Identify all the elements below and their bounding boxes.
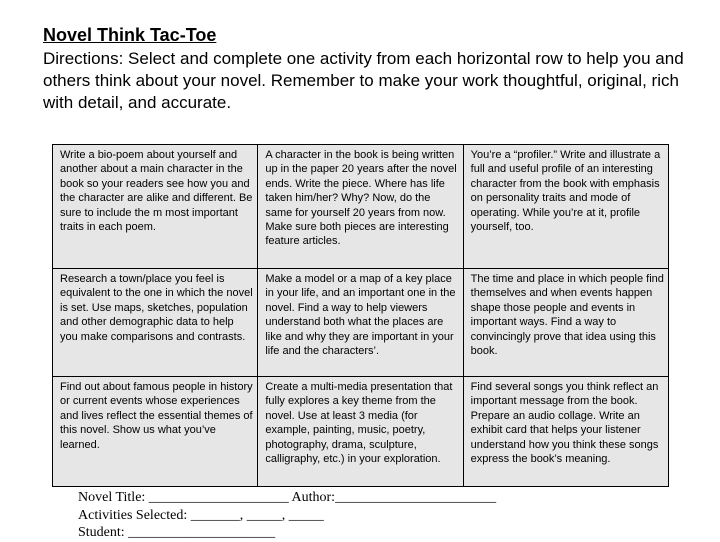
activity-cell: Write a bio-poem about yourself and another about a main character in the book so your readers see how you and the character are alike and different. Be sure to include the m most important traits in each poem. — [53, 145, 258, 269]
activity-cell: A character in the book is being written up in the paper 20 years after the novel ends. Write the piece. Where has life taken him/her? Why? Now, do the same for yourself 20 years from now. Make sure both pieces are interesting feature articles. — [258, 145, 463, 269]
activity-cell: You’re a “profiler.” Write and illustrate a full and useful profile of an interesting character from the book with emphasis on personality traits and mode of operating. While you’re at it, profile yourself, too. — [463, 145, 668, 269]
grid-row — [53, 269, 669, 377]
activity-cell: Create a multi-media presentation that fully explores a key theme from the novel. Use at least 3 media (for example, painting, music, poetry, photography, drama, sculpture, calligraphy, etc.) in your exploration. — [258, 377, 463, 487]
student-line: Student: _____________________ — [78, 525, 276, 540]
activities-selected-line: Activities Selected: _______, _____, _____ — [78, 507, 324, 523]
grid-row — [53, 377, 669, 487]
activity-cell: Find out about famous people in history or current events whose experiences and lives reflect the essential themes of this novel. Show us what you’ve learned. — [53, 377, 258, 487]
activity-cell: Research a town/place you feel is equivalent to the one in which the novel is set. Use maps, sketches, population and other demographic data to help you make comparisons and contrasts. — [53, 269, 258, 377]
page-title: Novel Think Tac-Toe — [43, 25, 217, 45]
directions-text: Directions: Select and complete one activity from each horizontal row to help you and others think about your novel. Remember to make your work thoughtful, original, rich with detail, and accurate. — [43, 49, 684, 112]
activity-cell: The time and place in which people find themselves and when events happen shape those people and events in important ways. Find a way to convincingly prove that idea using this book. — [463, 269, 668, 377]
student-info-footer — [78, 489, 496, 542]
tic-tac-toe-grid — [52, 144, 669, 487]
activity-cell: Make a model or a map of a key place in your life, and an important one in the novel. Find a way to help viewers understand both what the places are like and why they are important in your life and the characters’. — [258, 269, 463, 377]
novel-title-author-line: Novel Title: ____________________ Author:_______________________ — [78, 490, 497, 505]
activity-cell: Find several songs you think reflect an important message from the book. Prepare an audio collage. Write an exhibit card that helps your listener understand how you think these songs express the book’s meaning. — [463, 377, 668, 487]
grid-row — [53, 145, 669, 269]
